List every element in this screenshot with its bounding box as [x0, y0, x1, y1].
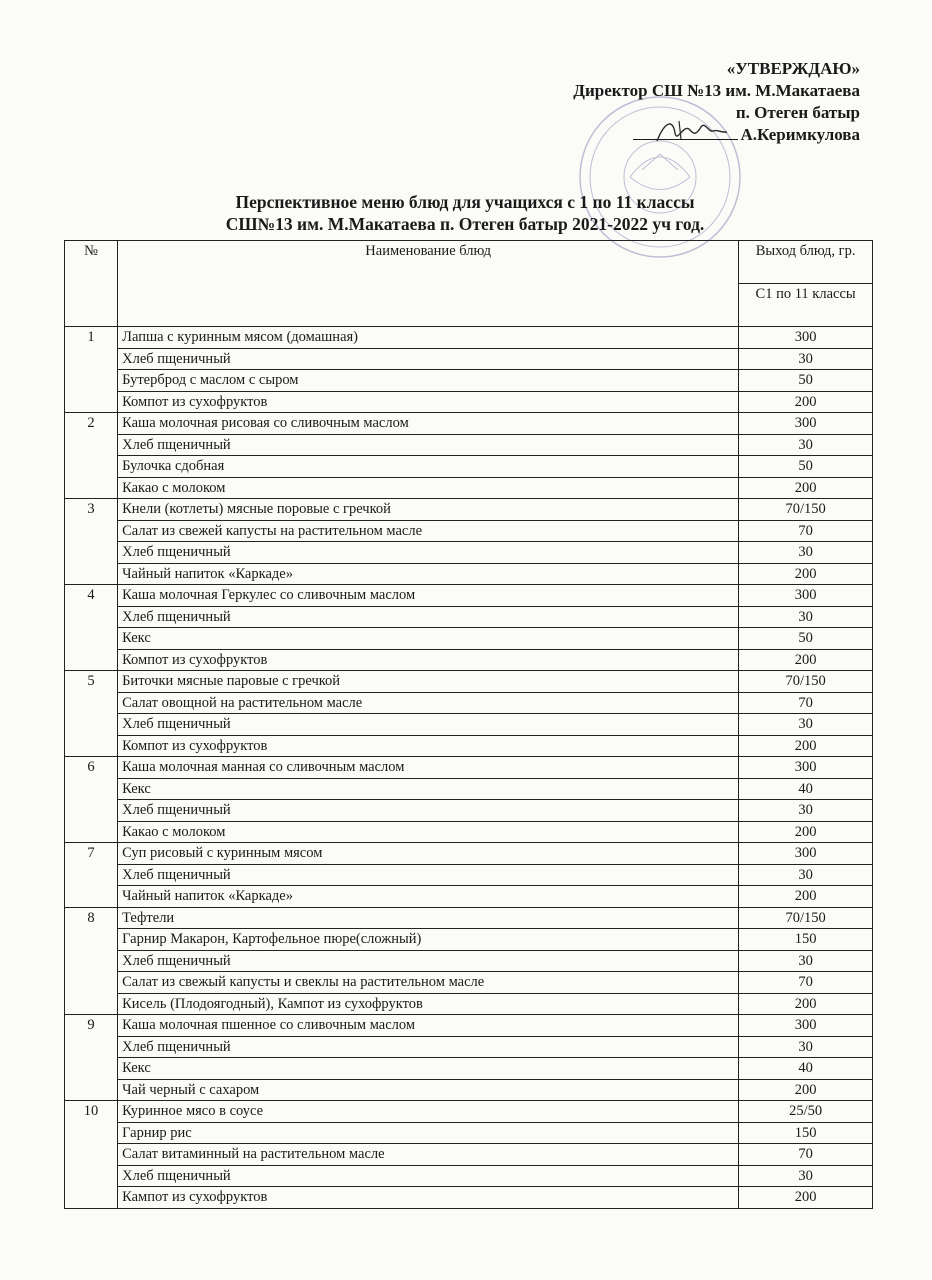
dish-name: Компот из сухофруктов [118, 391, 739, 413]
dish-output: 30 [739, 542, 873, 564]
document-title [140, 191, 790, 235]
table-row [65, 950, 873, 972]
table-row [65, 327, 873, 349]
dish-name: Хлеб пщеничный [118, 950, 739, 972]
table-row [65, 757, 873, 779]
day-number: 6 [65, 757, 118, 843]
day-number: 9 [65, 1015, 118, 1101]
day-number: 8 [65, 907, 118, 1015]
table-row [65, 413, 873, 435]
dish-output: 150 [739, 1122, 873, 1144]
dish-output: 200 [739, 735, 873, 757]
dish-output: 30 [739, 606, 873, 628]
table-row [65, 735, 873, 757]
dish-output: 30 [739, 348, 873, 370]
dish-output: 30 [739, 800, 873, 822]
approval-location: п. Отеген батыр [735, 103, 860, 122]
dish-name: Хлеб пщеничный [118, 1036, 739, 1058]
dish-output: 70 [739, 520, 873, 542]
header-output: Выход блюд, гр. [739, 241, 873, 284]
dish-name: Кнели (котлеты) мясные поровые с гречкой [118, 499, 739, 521]
dish-name: Кампот из сухофруктов [118, 1187, 739, 1209]
dish-output: 200 [739, 1187, 873, 1209]
day-number: 2 [65, 413, 118, 499]
table-row [65, 843, 873, 865]
table-row [65, 821, 873, 843]
dish-name: Куринное мясо в соусе [118, 1101, 739, 1123]
table-row [65, 649, 873, 671]
table-row [65, 993, 873, 1015]
dish-output: 30 [739, 434, 873, 456]
dish-output: 200 [739, 993, 873, 1015]
dish-name: Какао с молоком [118, 821, 739, 843]
dish-name: Хлеб пщеничный [118, 714, 739, 736]
dish-name: Какао с молоком [118, 477, 739, 499]
table-row [65, 520, 873, 542]
title-line-2: СШ№13 им. М.Макатаева п. Отеген батыр 2021-2022 уч год. [225, 214, 705, 234]
table-row [65, 585, 873, 607]
table-row [65, 1187, 873, 1209]
table-row [65, 907, 873, 929]
dish-output: 70/150 [739, 907, 873, 929]
dish-name: Хлеб пщеничный [118, 864, 739, 886]
header-number: № [65, 241, 118, 327]
dish-output: 150 [739, 929, 873, 951]
approval-director-name: А.Керимкулова [740, 125, 860, 144]
dish-output: 40 [739, 778, 873, 800]
dish-output: 30 [739, 1165, 873, 1187]
day-number: 7 [65, 843, 118, 908]
day-number: 10 [65, 1101, 118, 1209]
dish-name: Компот из сухофруктов [118, 735, 739, 757]
table-row [65, 1144, 873, 1166]
table-row [65, 972, 873, 994]
dish-name: Хлеб пщеничный [118, 606, 739, 628]
title-line-1: Перспективное меню блюд для учащихся с 1 по 11 классы [235, 192, 695, 212]
day-number: 4 [65, 585, 118, 671]
table-row [65, 1101, 873, 1123]
dish-name: Чайный напиток «Каркаде» [118, 563, 739, 585]
dish-output: 70 [739, 1144, 873, 1166]
table-row [65, 692, 873, 714]
table-row [65, 1015, 873, 1037]
dish-name: Чайный напиток «Каркаде» [118, 886, 739, 908]
dish-output: 50 [739, 628, 873, 650]
dish-output: 300 [739, 413, 873, 435]
dish-output: 70/150 [739, 499, 873, 521]
table-row [65, 1058, 873, 1080]
table-row [65, 434, 873, 456]
table-row [65, 499, 873, 521]
table-row [65, 886, 873, 908]
dish-name: Бутерброд с маслом с сыром [118, 370, 739, 392]
dish-name: Хлеб пщеничный [118, 542, 739, 564]
table-row [65, 370, 873, 392]
table-row [65, 477, 873, 499]
dish-name: Кисель (Плодоягодный), Кампот из сухофруктов [118, 993, 739, 1015]
dish-name: Кекс [118, 778, 739, 800]
menu-table [64, 240, 873, 1209]
dish-name: Биточки мясные паровые с гречкой [118, 671, 739, 693]
approval-block [573, 58, 860, 146]
dish-name: Лапша с куринным мясом (домашная) [118, 327, 739, 349]
table-row [65, 542, 873, 564]
table-row [65, 671, 873, 693]
dish-output: 30 [739, 714, 873, 736]
table-row [65, 1036, 873, 1058]
table-row [65, 391, 873, 413]
dish-output: 200 [739, 1079, 873, 1101]
dish-output: 200 [739, 649, 873, 671]
table-row [65, 1165, 873, 1187]
day-number: 5 [65, 671, 118, 757]
dish-name: Хлеб пщеничный [118, 348, 739, 370]
day-number: 3 [65, 499, 118, 585]
handwritten-signature [651, 115, 731, 147]
approval-director-title: Директор СШ №13 им. М.Макатаева [573, 81, 860, 100]
dish-output: 300 [739, 1015, 873, 1037]
table-row [65, 864, 873, 886]
dish-name: Кекс [118, 628, 739, 650]
table-row [65, 800, 873, 822]
dish-output: 200 [739, 563, 873, 585]
dish-output: 30 [739, 864, 873, 886]
dish-name: Салат из свежей капусты на растительном масле [118, 520, 739, 542]
table-row [65, 606, 873, 628]
dish-name: Хлеб пщеничный [118, 434, 739, 456]
dish-name: Гарнир Макарон, Картофельное пюре(сложный) [118, 929, 739, 951]
dish-output: 30 [739, 1036, 873, 1058]
day-number: 1 [65, 327, 118, 413]
dish-name: Суп рисовый с куринным мясом [118, 843, 739, 865]
dish-output: 200 [739, 886, 873, 908]
table-row [65, 1122, 873, 1144]
dish-output: 70 [739, 692, 873, 714]
header-output-classes: С1 по 11 классы [739, 284, 873, 327]
table-row [65, 778, 873, 800]
table-row [65, 929, 873, 951]
dish-output: 50 [739, 370, 873, 392]
dish-name: Компот из сухофруктов [118, 649, 739, 671]
approval-heading: «УТВЕРЖДАЮ» [726, 59, 860, 78]
dish-output: 70 [739, 972, 873, 994]
dish-output: 200 [739, 477, 873, 499]
dish-name: Салат витаминный на растительном масле [118, 1144, 739, 1166]
table-row [65, 1079, 873, 1101]
dish-name: Салат овощной на растительном масле [118, 692, 739, 714]
dish-name: Каша молочная манная со сливочным маслом [118, 757, 739, 779]
dish-name: Каша молочная пшенное со сливочным маслом [118, 1015, 739, 1037]
dish-output: 40 [739, 1058, 873, 1080]
dish-output: 30 [739, 950, 873, 972]
dish-name: Булочка сдобная [118, 456, 739, 478]
table-row [65, 628, 873, 650]
dish-name: Салат из свежый капусты и свеклы на растительном масле [118, 972, 739, 994]
dish-name: Хлеб пщеничный [118, 1165, 739, 1187]
table-row [65, 456, 873, 478]
dish-output: 200 [739, 391, 873, 413]
dish-output: 300 [739, 843, 873, 865]
dish-output: 200 [739, 821, 873, 843]
dish-name: Каша молочная рисовая со сливочным маслом [118, 413, 739, 435]
dish-output: 300 [739, 585, 873, 607]
dish-output: 50 [739, 456, 873, 478]
table-row [65, 714, 873, 736]
header-dish-name: Наименование блюд [118, 241, 739, 327]
table-row [65, 348, 873, 370]
dish-output: 300 [739, 757, 873, 779]
dish-name: Гарнир рис [118, 1122, 739, 1144]
dish-name: Тефтели [118, 907, 739, 929]
dish-name: Хлеб пщеничный [118, 800, 739, 822]
dish-name: Кекс [118, 1058, 739, 1080]
dish-output: 25/50 [739, 1101, 873, 1123]
approval-signature-line [633, 124, 860, 146]
dish-output: 70/150 [739, 671, 873, 693]
dish-name: Чай черный с сахаром [118, 1079, 739, 1101]
signature-blank [633, 125, 738, 140]
menu-table-body [65, 327, 873, 1209]
dish-name: Каша молочная Геркулес со сливочным маслом [118, 585, 739, 607]
dish-output: 300 [739, 327, 873, 349]
table-row [65, 563, 873, 585]
